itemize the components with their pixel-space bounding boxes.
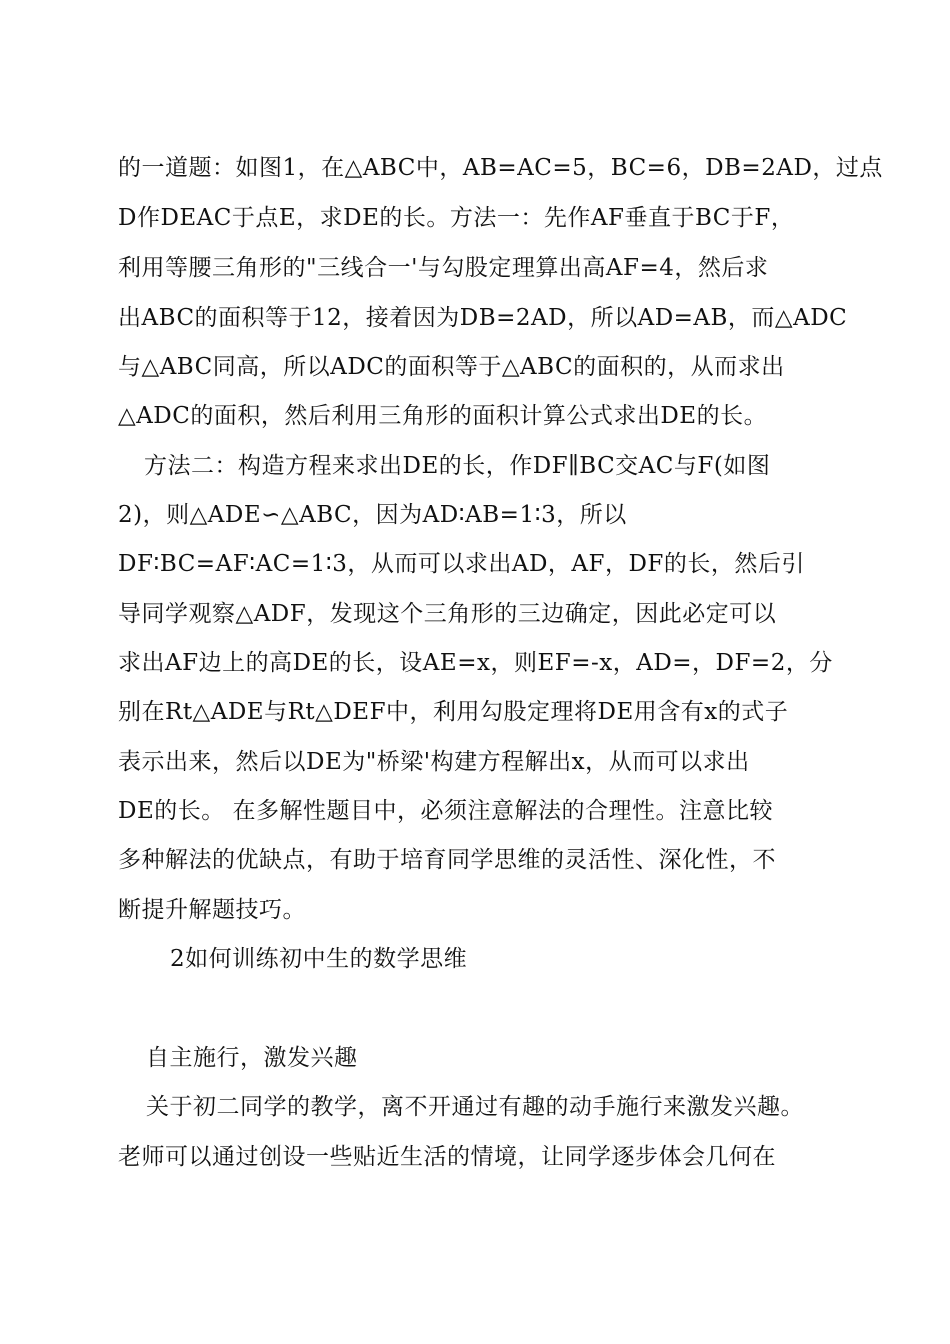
- subsection-heading: 自主施行，激发兴趣: [146, 1045, 358, 1071]
- text-line: D作DEAC于点E，求DE的长。方法一：先作AF垂直于BC于F，: [118, 205, 795, 231]
- text-line: 别在Rt△ADE与Rt△DEF中，利用勾股定理将DE用含有x的式子: [118, 699, 789, 725]
- text-line: 出ABC的面积等于12，接着因为DB=2AD，所以AD=AB，而△ADC: [118, 305, 848, 331]
- text-line: 表示出来，然后以DE为"桥梁'构建方程解出x，从而可以求出: [118, 749, 750, 775]
- text-line: DE的长。 在多解性题目中，必须注意解法的合理性。注意比较: [118, 798, 774, 824]
- text-line: 求出AF边上的高DE的长，设AE=x，则EF=-x，AD=，DF=2，分: [118, 650, 833, 676]
- text-line: 2)，则△ADE∽△ABC，因为AD∶AB=1∶3，所以: [118, 502, 627, 528]
- section-heading: 2如何训练初中生的数学思维: [170, 946, 468, 972]
- text-line: 利用等腰三角形的"三线合一'与勾股定理算出高AF=4，然后求: [118, 255, 769, 281]
- text-line: 多种解法的优缺点，有助于培育同学思维的灵活性、深化性，不: [118, 847, 776, 873]
- text-line: 导同学观察△ADF，发现这个三角形的三边确定，因此必定可以: [118, 601, 777, 627]
- paragraph-start-line: 关于初二同学的教学，离不开通过有趣的动手施行来激发兴趣。: [146, 1094, 804, 1120]
- text-line: 老师可以通过创设一些贴近生活的情境，让同学逐步体会几何在: [118, 1144, 776, 1170]
- text-line: △ADC的面积，然后利用三角形的面积计算公式求出DE的长。: [118, 403, 768, 429]
- text-line: DF∶BC=AF∶AC=1∶3，从而可以求出AD，AF，DF的长，然后引: [118, 551, 805, 577]
- text-line: 与△ABC同高，所以ADC的面积等于△ABC的面积的，从而求出: [118, 354, 785, 380]
- text-line: 的一道题：如图1，在△ABC中，AB=AC=5，BC=6，DB=2AD，过点: [118, 155, 883, 181]
- paragraph-start-line: 方法二：构造方程来求出DE的长，作DF∥BC交AC与F(如图: [144, 453, 771, 479]
- text-line: 断提升解题技巧。: [118, 897, 306, 923]
